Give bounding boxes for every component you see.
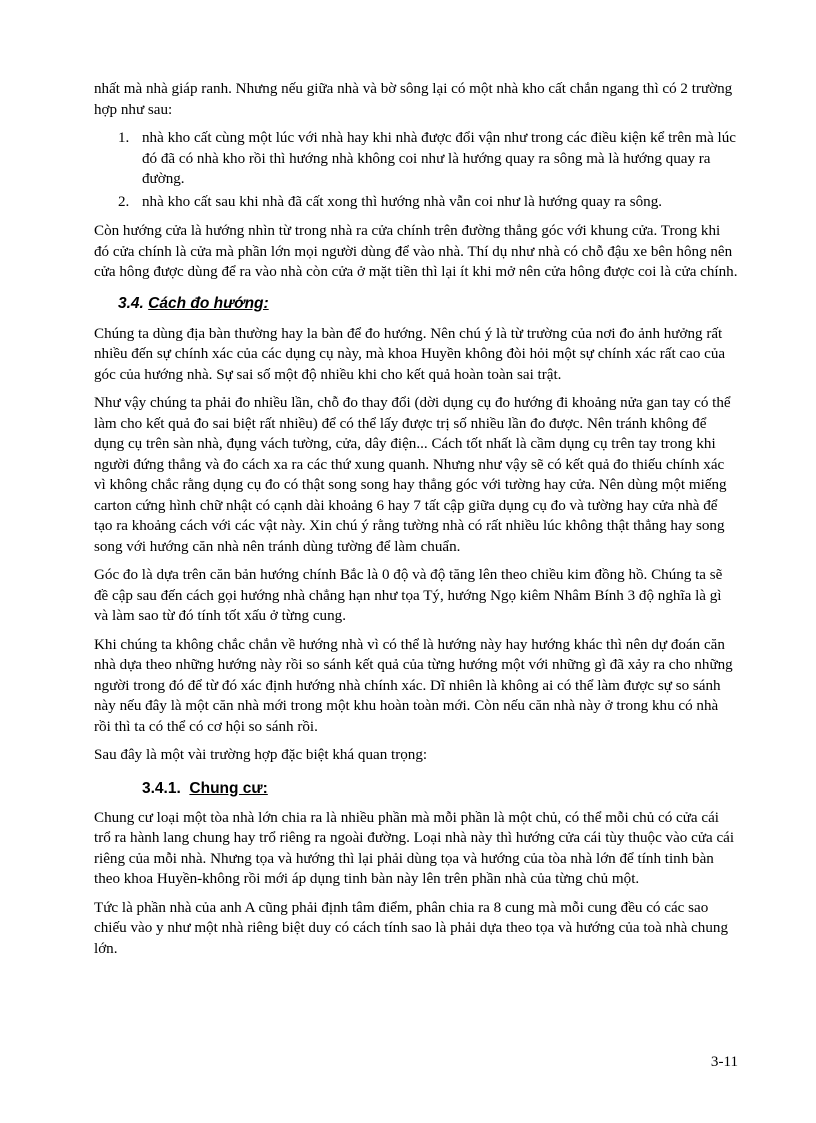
numbered-list — [94, 128, 738, 212]
paragraph: Chung cư loại một tòa nhà lớn chia ra là nhiều phần mà mỗi phần là một chủ, có thể mỗi chủ có cửa cái trổ ra hành lang chung hay trổ riêng ra ngoài đường. Loại nhà này thì hướng cửa cái tùy thuộc vào cửa cái riêng của mỗi nhà. Nhưng tọa và hướng thì lại phải dùng tọa và hướng của tòa nhà lớn để tính tinh bàn theo khoa Huyền-không rồi mới áp dụng tinh bàn này lên trên phần nhà của từng chủ một. — [94, 809, 735, 887]
paragraph: Tức là phần nhà của anh A cũng phải định tâm điểm, phân chia ra 8 cung mà mỗi cung đều có các sao chiếu vào y như một nhà riêng biệt duy có cách tính sao là phải dựa theo tọa và hướng của toà nhà chung lớn. — [94, 899, 728, 957]
paragraph: Góc đo là dựa trên căn bản hướng chính Bắc là 0 độ và độ tăng lên theo chiều kim đồng hồ. Chúng ta sẽ đề cập sau đến cách gọi hướng nhà chẳng hạn như tọa Tý, hướng Ngọ kiêm Nhâm Bính 3 độ nghĩa là gì và làm sao từ đó tính tốt xấu ở từng cung. — [94, 567, 723, 624]
list-item-text: nhà kho cất sau khi nhà đã cất xong thì hướng nhà vẫn coi như là hướng quay ra sông. — [142, 193, 663, 210]
paragraph: Sau đây là một vài trường hợp đặc biệt khá quan trọng: — [94, 747, 428, 763]
list-item — [94, 128, 738, 190]
intro-paragraph: nhất mà nhà giáp ranh. Nhưng nếu giữa nhà và bờ sông lại có một nhà kho cất chắn ngang thì có 2 trường hợp như sau: — [94, 81, 733, 118]
section-number: 3.4. — [118, 294, 144, 312]
subsection-title: Chung cư: — [189, 779, 268, 797]
paragraph: Chúng ta dùng địa bàn thường hay la bàn để đo hướng. Nên chú ý là từ trường của nơi đo ảnh hưởng rất nhiều đến sự chính xác của các dụng cụ này, mà khoa Huyền không đòi hỏi một sự chính xác rất cao của góc của hướng nhà. Sự sai số một độ nhiều khi cho kết quả hoàn toàn sai trật. — [94, 325, 726, 383]
list-number: 2. — [118, 193, 130, 210]
document-body — [94, 79, 738, 967]
paragraph: Như vậy chúng ta phải đo nhiều lần, chỗ đo thay đổi (dời dụng cụ đo hướng đi khoảng nửa gan tay có thể làm cho kết quả đo sai biệt rất nhiều) để có thể lấy được trị số nhiều lần đo được. Nên tránh không để dụng cụ trên sàn nhà, đụng vách tường, cửa, dây điện... Cách tốt nhất là cầm dụng cụ trên tay trong khi người đứng thẳng và đo cách xa ra các thứ xung quanh. Nhưng như vậy sẽ có kết quả đo thiếu chính xác vì không chắc rằng dụng cụ đo có thật song song hay thẳng góc với tường hay cửa. Nên dùng một miếng carton cứng hình chữ nhật có cạnh dài khoảng 6 hay 7 tất cập giữa dụng cụ đo và tường hay cửa nhà để tạo ra khoảng cách với các vật này. Xin chú ý rằng tường nhà có rất nhiều lúc không thật thẳng hay song song với hướng căn nhà nên tránh dùng tường để làm chuẩn. — [94, 395, 731, 555]
page-number: 3-11 — [710, 1054, 738, 1070]
paragraph: Còn hướng cửa là hướng nhìn từ trong nhà ra cửa chính trên đường thẳng góc với khung cửa. Trong khi đó cửa chính là cửa mà phần lớn mọi người dùng để vào nhà. Thí dụ như nhà có chỗ đậu xe bên hông nên cửa hông được dùng để ra vào nhà còn cửa ở mặt tiền thì lại ít khi mở nên cửa hông được coi là cửa chính. — [94, 223, 738, 280]
section-heading — [118, 295, 738, 313]
list-item-text: nhà kho cất cùng một lúc với nhà hay khi nhà được đổi vận như trong các điều kiện kể trên mà lúc đó đã có nhà kho rồi thì hướng nhà không coi như là hướng quay ra sông mà là hướng quay ra đường. — [142, 130, 736, 187]
list-item — [94, 192, 738, 213]
subsection-heading — [142, 780, 738, 798]
subsection-number: 3.4.1. — [142, 779, 181, 797]
section-title: Cách đo hướng: — [148, 294, 269, 312]
list-number: 1. — [118, 130, 130, 146]
paragraph: Khi chúng ta không chắc chắn về hướng nhà vì có thể là hướng này hay hướng khác thì nên dự đoán căn nhà dựa theo những hướng này rồi so sánh kết quả của từng hướng một với những gì đã xảy ra cho những người trong đó để từ đó xác định hướng nhà chính xác. Dĩ nhiên là không ai có thể làm được sự so sánh này nếu đây là một căn nhà mới trong một khu hoàn toàn mới. Còn nếu căn nhà này ở trong khu có nhà rồi thì ta có thể có cơ hội so sánh rồi. — [94, 636, 733, 735]
